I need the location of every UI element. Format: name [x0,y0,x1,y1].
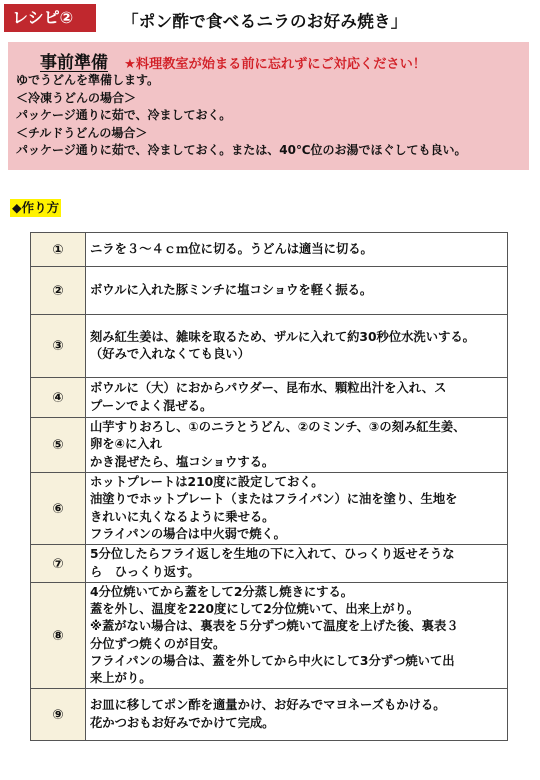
step-line: ホットプレートは210度に設定しておく。 [90,474,324,489]
step-line: 刻み紅生姜は、雑味を取るため、ザルに入れて約30秒位水洗いする。 [90,329,475,344]
step-number: ⑧ [31,583,86,689]
step-line: ニラを３～４ｃｍ位に切る。うどんは適当に切る。 [90,241,373,256]
step-row [31,689,508,741]
step-line: ボウルに（大）におからパウダー、昆布水、顆粒出汁を入れ、ス [90,381,447,396]
step-text [86,267,508,315]
step-line: ※蓋がない場合は、裏表を５分ずつ焼いて温度を上げた後、裏表３ [90,619,459,634]
step-text [86,418,508,473]
step-line: フライパンの場合は、蓋を外してから中火にして3分ずつ焼いて出 [90,653,455,668]
step-line: 花かつおもお好みでかけて完成。 [90,715,275,730]
step-line: 蓋を外し、温度を220度にして2分位焼いて、出来上がり。 [90,601,420,616]
step-number: ⑤ [31,418,86,473]
step-number: ⑦ [31,545,86,583]
step-line: プーンでよく混ぜる。 [90,398,213,413]
step-row [31,378,508,418]
step-text [86,315,508,378]
prep-line: ＜チルドうどんの場合＞ [16,125,148,140]
step-row [31,233,508,267]
step-line: （好みで入れなくても良い） [90,347,250,361]
step-text [86,473,508,545]
step-row [31,473,508,545]
step-row [31,583,508,689]
step-line: 来上がり。 [90,671,152,686]
step-row [31,418,508,473]
prep-line: ゆでうどんを準備します。 [16,73,160,87]
prep-line: ＜冷凍うどんの場合＞ [16,90,137,105]
step-line: 5分位したらフライ返しを生地の下に入れて、ひっくり返せそうな [90,547,455,562]
prep-line: パッケージ通りに茹で、冷ましておく。 [16,108,232,122]
step-text [86,233,508,267]
prep-box [8,42,529,170]
step-number: ④ [31,378,86,418]
step-line: 油塗りでホットプレート（またはフライパン）に油を塗り、生地を [90,492,458,507]
prep-warning: ★料理教室が始まる前に忘れずにご対応ください！ [124,57,426,72]
step-line: 分位ずつ焼くのが目安。 [90,636,226,651]
prep-line: パッケージ通りに茹で、冷ましておく。または、40℃位のお湯でほぐしても良い。 [16,143,467,157]
recipe-badge: レシピ② [4,4,96,32]
step-line: ら ひっくり返す。 [90,564,200,579]
prep-heading: 事前準備 [40,53,108,73]
step-line: ボウルに入れた豚ミンチに塩コショウを軽く振る。 [90,282,373,297]
step-row [31,315,508,378]
step-row [31,545,508,583]
prep-lines [16,72,521,160]
step-number: ⑨ [31,689,86,741]
step-text [86,378,508,418]
howto-label: ◆作り方 [12,200,60,215]
step-line: きれいに丸くなるように乗せる。 [90,509,275,524]
step-line: お皿に移してポン酢を適量かけ、お好みでマヨネーズもかける。 [90,698,446,713]
step-line: 4分位焼いてから蓋をして2分蒸し焼きにする。 [90,584,354,599]
step-number: ⑥ [31,473,86,545]
step-number: ③ [31,315,86,378]
step-line: かき混ぜたら、塩コショウする。 [90,454,275,469]
step-row [31,267,508,315]
prep-header [16,48,521,73]
step-text [86,545,508,583]
step-number: ① [31,233,86,267]
page-title: 「ポン酢で食べるニラのお好み焼き」 [122,12,408,31]
step-line: フライパンの場合は中火弱で焼く。 [90,526,286,541]
steps-table [30,232,508,741]
step-text [86,689,508,741]
step-line: 山芋すりおろし、①のニラとうどん、②のミンチ、③の刻み紅生姜、 [90,420,466,435]
step-text [86,583,508,689]
step-number: ② [31,267,86,315]
step-line: 卵を④に入れ [90,437,162,452]
